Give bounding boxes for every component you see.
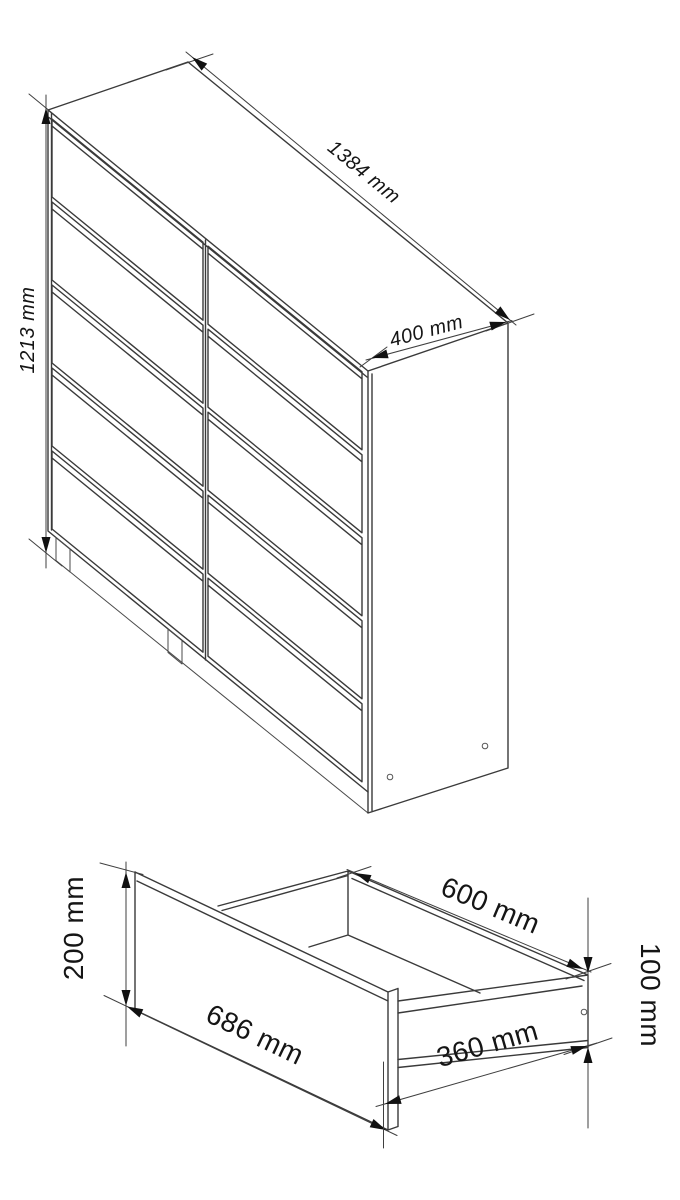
dim-label-cabinet-depth: 400 mm <box>387 310 466 352</box>
arrowhead-up <box>122 872 131 888</box>
arrowhead-downleft <box>372 350 389 359</box>
arrowhead-down <box>122 990 131 1006</box>
dim-label-drawer-side-height: 100 mm <box>635 942 666 1048</box>
dim-cabinet-depth <box>360 311 512 367</box>
dim-label-cabinet-height: 1213 mm <box>17 286 39 374</box>
screw-hole <box>581 1009 587 1015</box>
drawer-figure <box>58 862 666 1148</box>
dim-label-drawer-front-height: 200 mm <box>58 875 89 981</box>
dim-drawer-front-width <box>104 996 397 1136</box>
dim-label-drawer-front-width: 686 mm <box>201 998 309 1071</box>
dim-drawer-front-height <box>58 862 143 1046</box>
arrowhead-up <box>584 1047 593 1063</box>
cabinet-figure <box>17 52 534 813</box>
dim-line <box>564 898 612 1128</box>
dim-label-drawer-inner-width: 600 mm <box>436 870 545 940</box>
arrowhead-upleft <box>355 873 372 883</box>
cabinet-legs <box>56 538 368 814</box>
arrowhead-upleft <box>127 1007 143 1018</box>
cabinet-side-panel <box>368 323 508 813</box>
dim-label-drawer-inner-depth: 360 mm <box>433 1014 542 1074</box>
dim-cabinet-height <box>17 94 62 568</box>
dim-drawer-inner-depth <box>376 1015 597 1148</box>
screw-hole <box>482 743 488 749</box>
dim-label-cabinet-width: 1384 mm <box>323 136 405 209</box>
dim-line <box>166 52 534 331</box>
screw-hole <box>387 774 393 780</box>
dim-cabinet-width <box>166 52 534 331</box>
arrowhead-upright <box>570 1046 587 1055</box>
arrowhead-upright <box>489 322 506 331</box>
dim-drawer-side-height <box>564 898 666 1128</box>
drawer-front-panel <box>135 872 398 1130</box>
dim-line <box>100 862 143 1046</box>
